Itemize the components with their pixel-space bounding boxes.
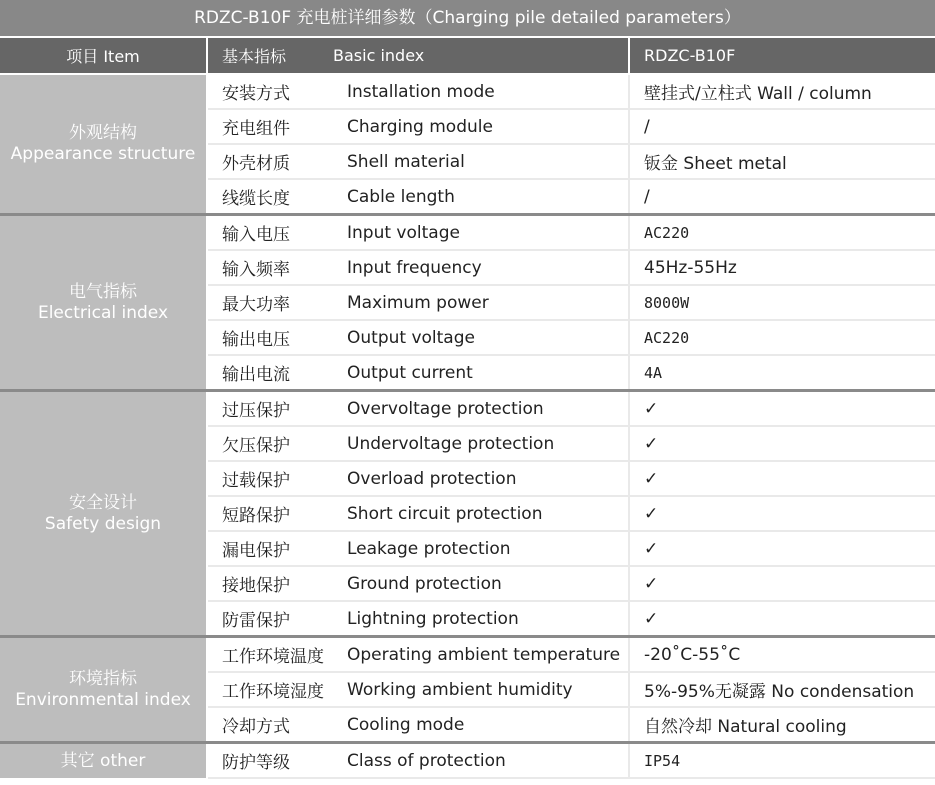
param-value: / — [629, 109, 935, 144]
param-value: 钣金 Sheet metal — [629, 144, 935, 179]
category-label-en: Environmental index — [15, 689, 191, 710]
param-name-cn: 安装方式 — [207, 74, 333, 109]
category-label-cn: 安全设计 — [69, 492, 137, 513]
category-label-en: Electrical index — [37, 302, 169, 323]
param-name-en: Lightning protection — [333, 601, 629, 637]
param-name-en: Overload protection — [333, 461, 629, 496]
param-value: AC220 — [629, 215, 935, 251]
spec-table — [0, 38, 935, 779]
param-name-cn: 接地保护 — [207, 566, 333, 601]
table-row — [0, 74, 935, 109]
param-value: 45Hz-55Hz — [629, 250, 935, 285]
category-label-cn: 其它 other — [60, 750, 146, 771]
sheet-title: RDZC-B10F 充电桩详细参数（Charging pile detailed parameters） — [0, 0, 935, 38]
param-name-cn: 输出电压 — [207, 320, 333, 355]
param-name-en: Shell material — [333, 144, 629, 179]
param-value: ✓ — [629, 461, 935, 496]
param-name-en: Input frequency — [333, 250, 629, 285]
param-value: ✓ — [629, 566, 935, 601]
param-name-cn: 过载保护 — [207, 461, 333, 496]
category-cell — [0, 743, 207, 779]
param-name-en: Cable length — [333, 179, 629, 215]
param-value: AC220 — [629, 320, 935, 355]
param-value: 壁挂式/立柱式 Wall / column — [629, 74, 935, 109]
category-label-cn: 电气指标 — [69, 281, 137, 302]
table-row — [0, 215, 935, 251]
param-name-cn: 防雷保护 — [207, 601, 333, 637]
param-value: ✓ — [629, 601, 935, 637]
param-name-cn: 工作环境温度 — [207, 637, 333, 673]
header-item: 项目 Item — [0, 38, 207, 74]
param-name-cn: 工作环境湿度 — [207, 672, 333, 707]
param-value: 8000W — [629, 285, 935, 320]
category-label-cn: 环境指标 — [69, 668, 137, 689]
param-name-en: Undervoltage protection — [333, 426, 629, 461]
param-value: 5%-95%无凝露 No condensation — [629, 672, 935, 707]
param-value: IP54 — [629, 743, 935, 779]
param-name-en: Overvoltage protection — [333, 391, 629, 427]
param-name-en: Output current — [333, 355, 629, 391]
category-label-en: Safety design — [44, 513, 162, 534]
param-value: 自然冷却 Natural cooling — [629, 707, 935, 743]
param-value: 4A — [629, 355, 935, 391]
category-cell — [0, 637, 207, 743]
param-name-cn: 漏电保护 — [207, 531, 333, 566]
category-label-cn: 外观结构 — [69, 123, 137, 143]
spec-body — [0, 74, 935, 778]
table-row — [0, 637, 935, 673]
category-label-en: Appearance structure — [10, 144, 196, 164]
param-value: ✓ — [629, 531, 935, 566]
param-name-cn: 最大功率 — [207, 285, 333, 320]
category-cell — [0, 74, 207, 215]
header-row — [0, 38, 935, 74]
param-name-en: Working ambient humidity — [333, 672, 629, 707]
header-model: RDZC-B10F — [629, 38, 935, 74]
param-name-en: Ground protection — [333, 566, 629, 601]
param-name-en: Charging module — [333, 109, 629, 144]
param-name-en: Operating ambient temperature — [333, 637, 629, 673]
table-row — [0, 743, 935, 779]
param-name-en: Installation mode — [333, 74, 629, 109]
param-value: ✓ — [629, 391, 935, 427]
category-cell — [0, 215, 207, 391]
param-value: -20˚C-55˚C — [629, 637, 935, 673]
param-name-en: Short circuit protection — [333, 496, 629, 531]
param-name-en: Leakage protection — [333, 531, 629, 566]
param-value: ✓ — [629, 496, 935, 531]
category-cell — [0, 391, 207, 637]
param-name-en: Cooling mode — [333, 707, 629, 743]
param-value: / — [629, 179, 935, 215]
param-name-cn: 短路保护 — [207, 496, 333, 531]
header-basic-en: Basic index — [333, 38, 629, 74]
param-name-cn: 过压保护 — [207, 391, 333, 427]
param-name-en: Class of protection — [333, 743, 629, 779]
table-row — [0, 391, 935, 427]
param-name-cn: 欠压保护 — [207, 426, 333, 461]
header-basic-cn: 基本指标 — [207, 38, 333, 74]
param-name-cn: 防护等级 — [207, 743, 333, 779]
param-name-cn: 输入电压 — [207, 215, 333, 251]
param-name-cn: 输入频率 — [207, 250, 333, 285]
param-name-en: Output voltage — [333, 320, 629, 355]
param-name-cn: 充电组件 — [207, 109, 333, 144]
param-name-cn: 输出电流 — [207, 355, 333, 391]
param-name-cn: 外壳材质 — [207, 144, 333, 179]
param-value: ✓ — [629, 426, 935, 461]
param-name-cn: 冷却方式 — [207, 707, 333, 743]
param-name-en: Input voltage — [333, 215, 629, 251]
param-name-en: Maximum power — [333, 285, 629, 320]
param-name-cn: 线缆长度 — [207, 179, 333, 215]
